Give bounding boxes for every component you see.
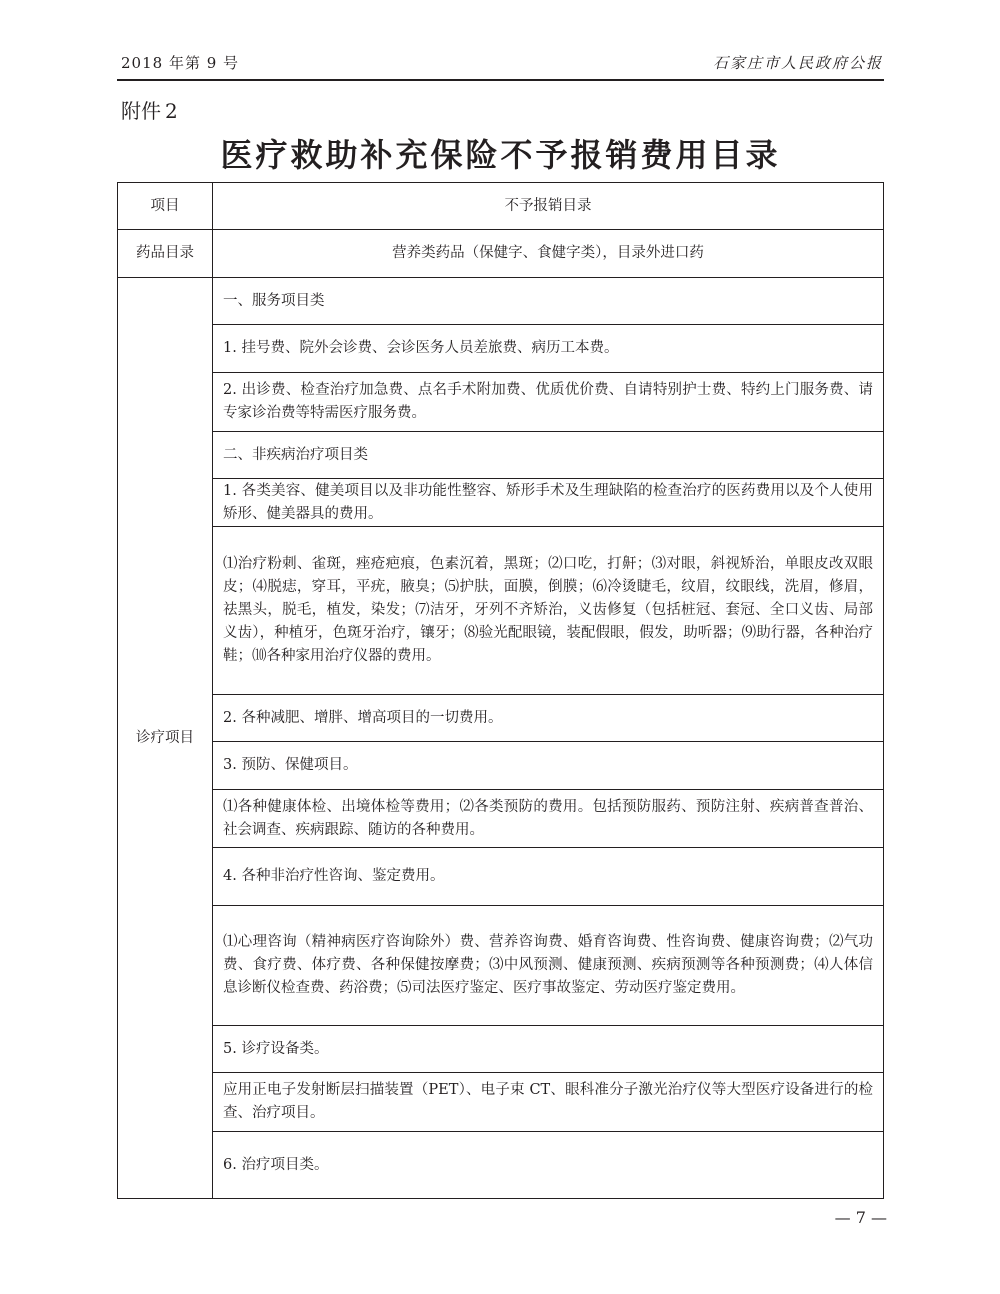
table-row	[118, 790, 884, 848]
table-row	[118, 695, 884, 742]
page-number: — 7 —	[834, 1208, 887, 1227]
header-rule	[117, 79, 884, 81]
table-cell	[213, 1026, 884, 1073]
table-row	[118, 230, 884, 278]
table-cell	[213, 373, 884, 432]
cell-text: 2. 各种减肥、增胖、增高项目的一切费用。	[223, 709, 503, 726]
drug-label-cell: 药品目录	[118, 230, 213, 278]
cell-text: ⑴治疗粉刺、雀斑，痤疮疤痕，色素沉着，黑斑；⑵口吃，打鼾；⑶对眼，斜视矫治，单眼皮改双眼皮；⑷脱痣，穿耳，平疣，腋臭；⑸护肤，面膜，倒膜；⑹冷烫睫毛，纹眉，纹眼线，洗眉，修眉，祛黑头，脱毛，植发，染发；⑺洁牙，牙列不齐矫治，义齿修复（包括桩冠、套冠、全口义齿、局部义齿），种植牙，色斑牙治疗，镶牙；⑻验光配眼镜，装配假眼，假发，助听器；⑼助行器，各种治疗鞋；⑽各种家用治疗仪器的费用。	[223, 556, 873, 664]
cell-text: ⑴心理咨询（精神病医疗咨询除外）费、营养咨询费、婚育咨询费、性咨询费、健康咨询费；⑵气功费、食疗费、体疗费、各种保健按摩费；⑶中风预测、健康预测、疾病预测等各种预测费；⑷人体信息诊断仪检查费、药浴费；⑸司法医疗鉴定、医疗事故鉴定、劳动医疗鉴定费用。	[223, 934, 873, 996]
table-row	[118, 373, 884, 432]
cell-text: 一、服务项目类	[223, 292, 325, 309]
table-cell	[213, 479, 884, 527]
cell-text: 二、非疾病治疗项目类	[223, 446, 368, 463]
table-cell	[213, 1132, 884, 1199]
table-row	[118, 906, 884, 1026]
table-cell	[213, 278, 884, 325]
cell-text: 1. 挂号费、院外会诊费、会诊医务人员差旅费、病历工本费。	[223, 340, 619, 356]
cell-text: ⑴各种健康体检、出境体检等费用；⑵各类预防的费用。包括预防服药、预防注射、疾病普查普治、社会调查、疾病跟踪、随访的各种费用。	[223, 798, 873, 838]
cell-text: 应用正电子发射断层扫描装置（PET）、电子束 CT、眼科准分子激光治疗仪等大型医疗设备进行的检查、治疗项目。	[223, 1082, 873, 1121]
attachment-label	[121, 95, 178, 124]
cell-text: 6. 治疗项目类。	[223, 1156, 329, 1173]
table-row	[118, 479, 884, 527]
table-row	[118, 527, 884, 695]
table-cell	[213, 325, 884, 373]
table-cell	[213, 695, 884, 742]
cell-text: 4. 各种非治疗性咨询、鉴定费用。	[223, 868, 445, 884]
table-cell	[213, 527, 884, 695]
table-cell	[213, 906, 884, 1026]
issue-number: 2018 年第 9 号	[121, 54, 240, 72]
table-row	[118, 1132, 884, 1199]
table-header-row	[118, 183, 884, 230]
table-row	[118, 278, 884, 325]
drug-text-cell: 营养类药品（保健字、食健字类），目录外进口药	[213, 230, 884, 278]
cell-text: 1. 各类美容、健美项目以及非功能性整容、矫形手术及生理缺陷的检查治疗的医药费用以及个人使用矫形、健美器具的费用。	[223, 482, 873, 522]
table-row	[118, 432, 884, 479]
publication-name: 石家庄市人民政府公报	[712, 54, 883, 72]
table-row	[118, 1073, 884, 1132]
header-cell-list: 不予报销目录	[213, 183, 884, 230]
table-cell	[213, 1073, 884, 1132]
cell-text: 5. 诊疗设备类。	[223, 1040, 329, 1057]
reimbursement-table	[117, 182, 884, 1199]
table-cell	[213, 742, 884, 790]
table-row	[118, 848, 884, 906]
attachment-word: 附件	[121, 99, 161, 123]
table-row	[118, 325, 884, 373]
table-cell	[213, 848, 884, 906]
cell-text: 3. 预防、保健项目。	[223, 757, 358, 773]
cell-text: 2. 出诊费、检查治疗加急费、点名手术附加费、优质优价费、自请特别护士费、特约上门服务费、请专家诊治费等特需医疗服务费。	[223, 382, 873, 421]
table-cell	[213, 790, 884, 848]
table-row	[118, 1026, 884, 1073]
page-title: 医疗救助补充保险不予报销费用目录	[220, 136, 781, 174]
treatment-label-cell: 诊疗项目	[118, 278, 213, 1199]
attachment-number: 2	[165, 99, 178, 123]
header-cell-item: 项目	[118, 183, 213, 230]
table-row	[118, 742, 884, 790]
table-cell	[213, 432, 884, 479]
